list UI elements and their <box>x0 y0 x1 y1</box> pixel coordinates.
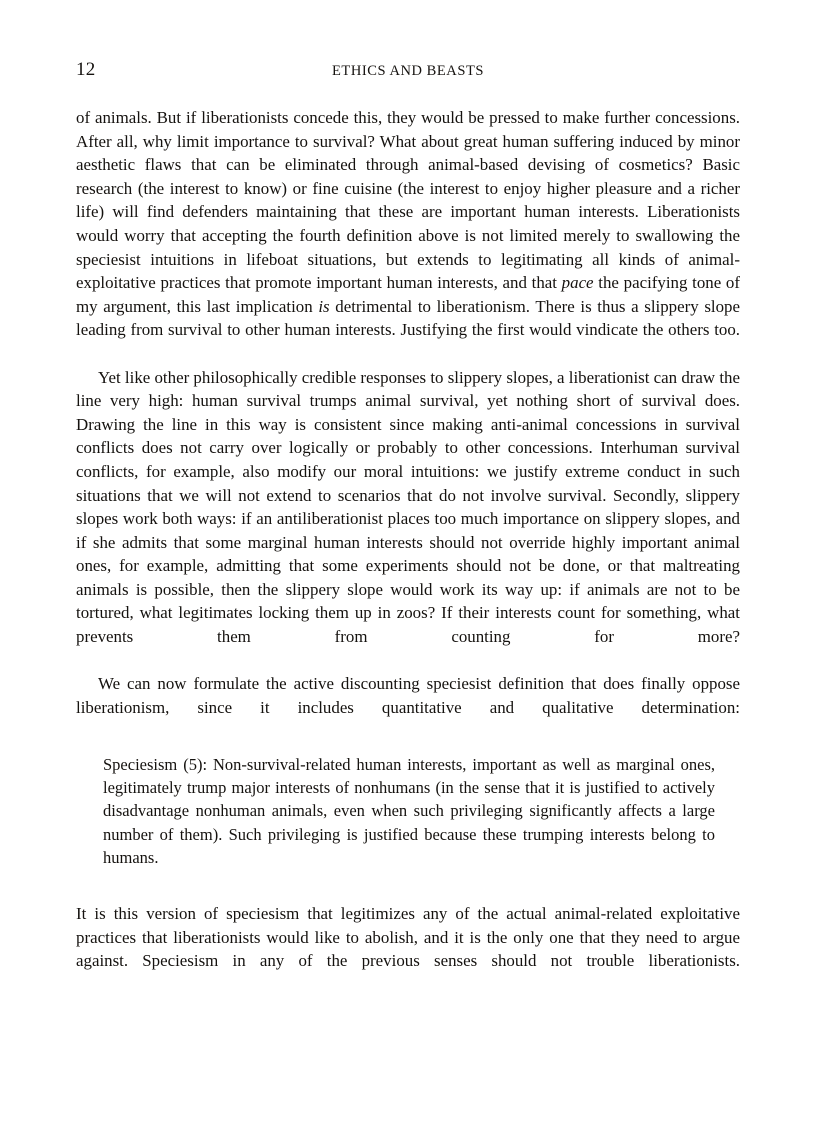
paragraph-1-segment-a: of animals. But if liberationists concede this, they would be pressed to make further concessions. After all, why limit importance to survival? What about great human suffering induced by minor aesthetic flaws that can be eliminated through animal-based devising of cosmetics? Basic research (the interest to know) or fine cuisine (the interest to enjoy higher pleasure and a richer life) will find defenders maintaining that these are important human interests. Liberationists would worry that accepting the fourth definition above is not limited merely to swallowing the speciesist intuitions in lifeboat situations, but extends to legitimating all kinds of animal-exploitative practices that promote important human interests, and that <box>76 108 740 293</box>
paragraph-1-italic-is: is <box>318 296 330 316</box>
page-content-column <box>76 0 740 997</box>
blockquote-text: Speciesism (5): Non-survival-related human interests, important as well as marginal ones, legitimately trump major interests of nonhumans (in the sense that it is justified to actively disadvantage nonhuman animals, even when such privileging significantly affects a large number of them). Such privileging is justified because these trumping interests belong to humans. <box>103 755 715 867</box>
running-head <box>76 58 740 88</box>
paragraph-1 <box>76 106 740 366</box>
paragraph-1-segment-c: detrimental to liberationism. There is thus a slippery slope leading from survival to other human interests. Justifying the first would vindicate the others too. <box>76 296 740 340</box>
running-title: ETHICS AND BEASTS <box>332 63 484 79</box>
paragraph-4: It is this version of speciesism that legitimizes any of the actual animal-related exploitative practices that liberationists would like to abolish, and it is the only one that they need to argue against. Speciesism in any of the previous senses should not trouble liberationists. <box>76 904 740 971</box>
blockquote-speciesism-5 <box>76 753 740 892</box>
paragraph-1-italic-pace: pace <box>561 273 594 293</box>
paragraph-2: Yet like other philosophically credible responses to slippery slopes, a liberationist can draw the line very high: human survival trumps animal survival, yet nothing short of survival does. Drawing the line in this way is consistent since making anti-animal concessions in survival conflicts does not carry over logically or probably to other concessions. Interhuman survival conflicts, for example, also modify our moral intuitions: we justify extreme conduct in such situations that we will not extend to scenarios that do not involve survival. Secondly, slippery slopes work both ways: if an antiliberationist places too much importance on slippery slopes, and if she admits that some marginal human interests should not override highly important animal ones, for example, admitting that some experiments should not be done, or that maltreating animals is possible, then the slippery slope would work its way up: if animals are not to be tortured, what legitimates locking them up in zoos? If their interests count for something, what prevents them from counting for more? <box>76 367 740 647</box>
page-number: 12 <box>76 59 96 80</box>
body-text-block <box>76 106 740 997</box>
paragraph-1-segment-b: the pacifying tone of my argument, this last implication <box>76 273 740 316</box>
paragraph-3: We can now formulate the active discounting speciesist definition that does finally oppose liberationism, since it includes quantitative and qualitative determination: <box>76 674 740 717</box>
